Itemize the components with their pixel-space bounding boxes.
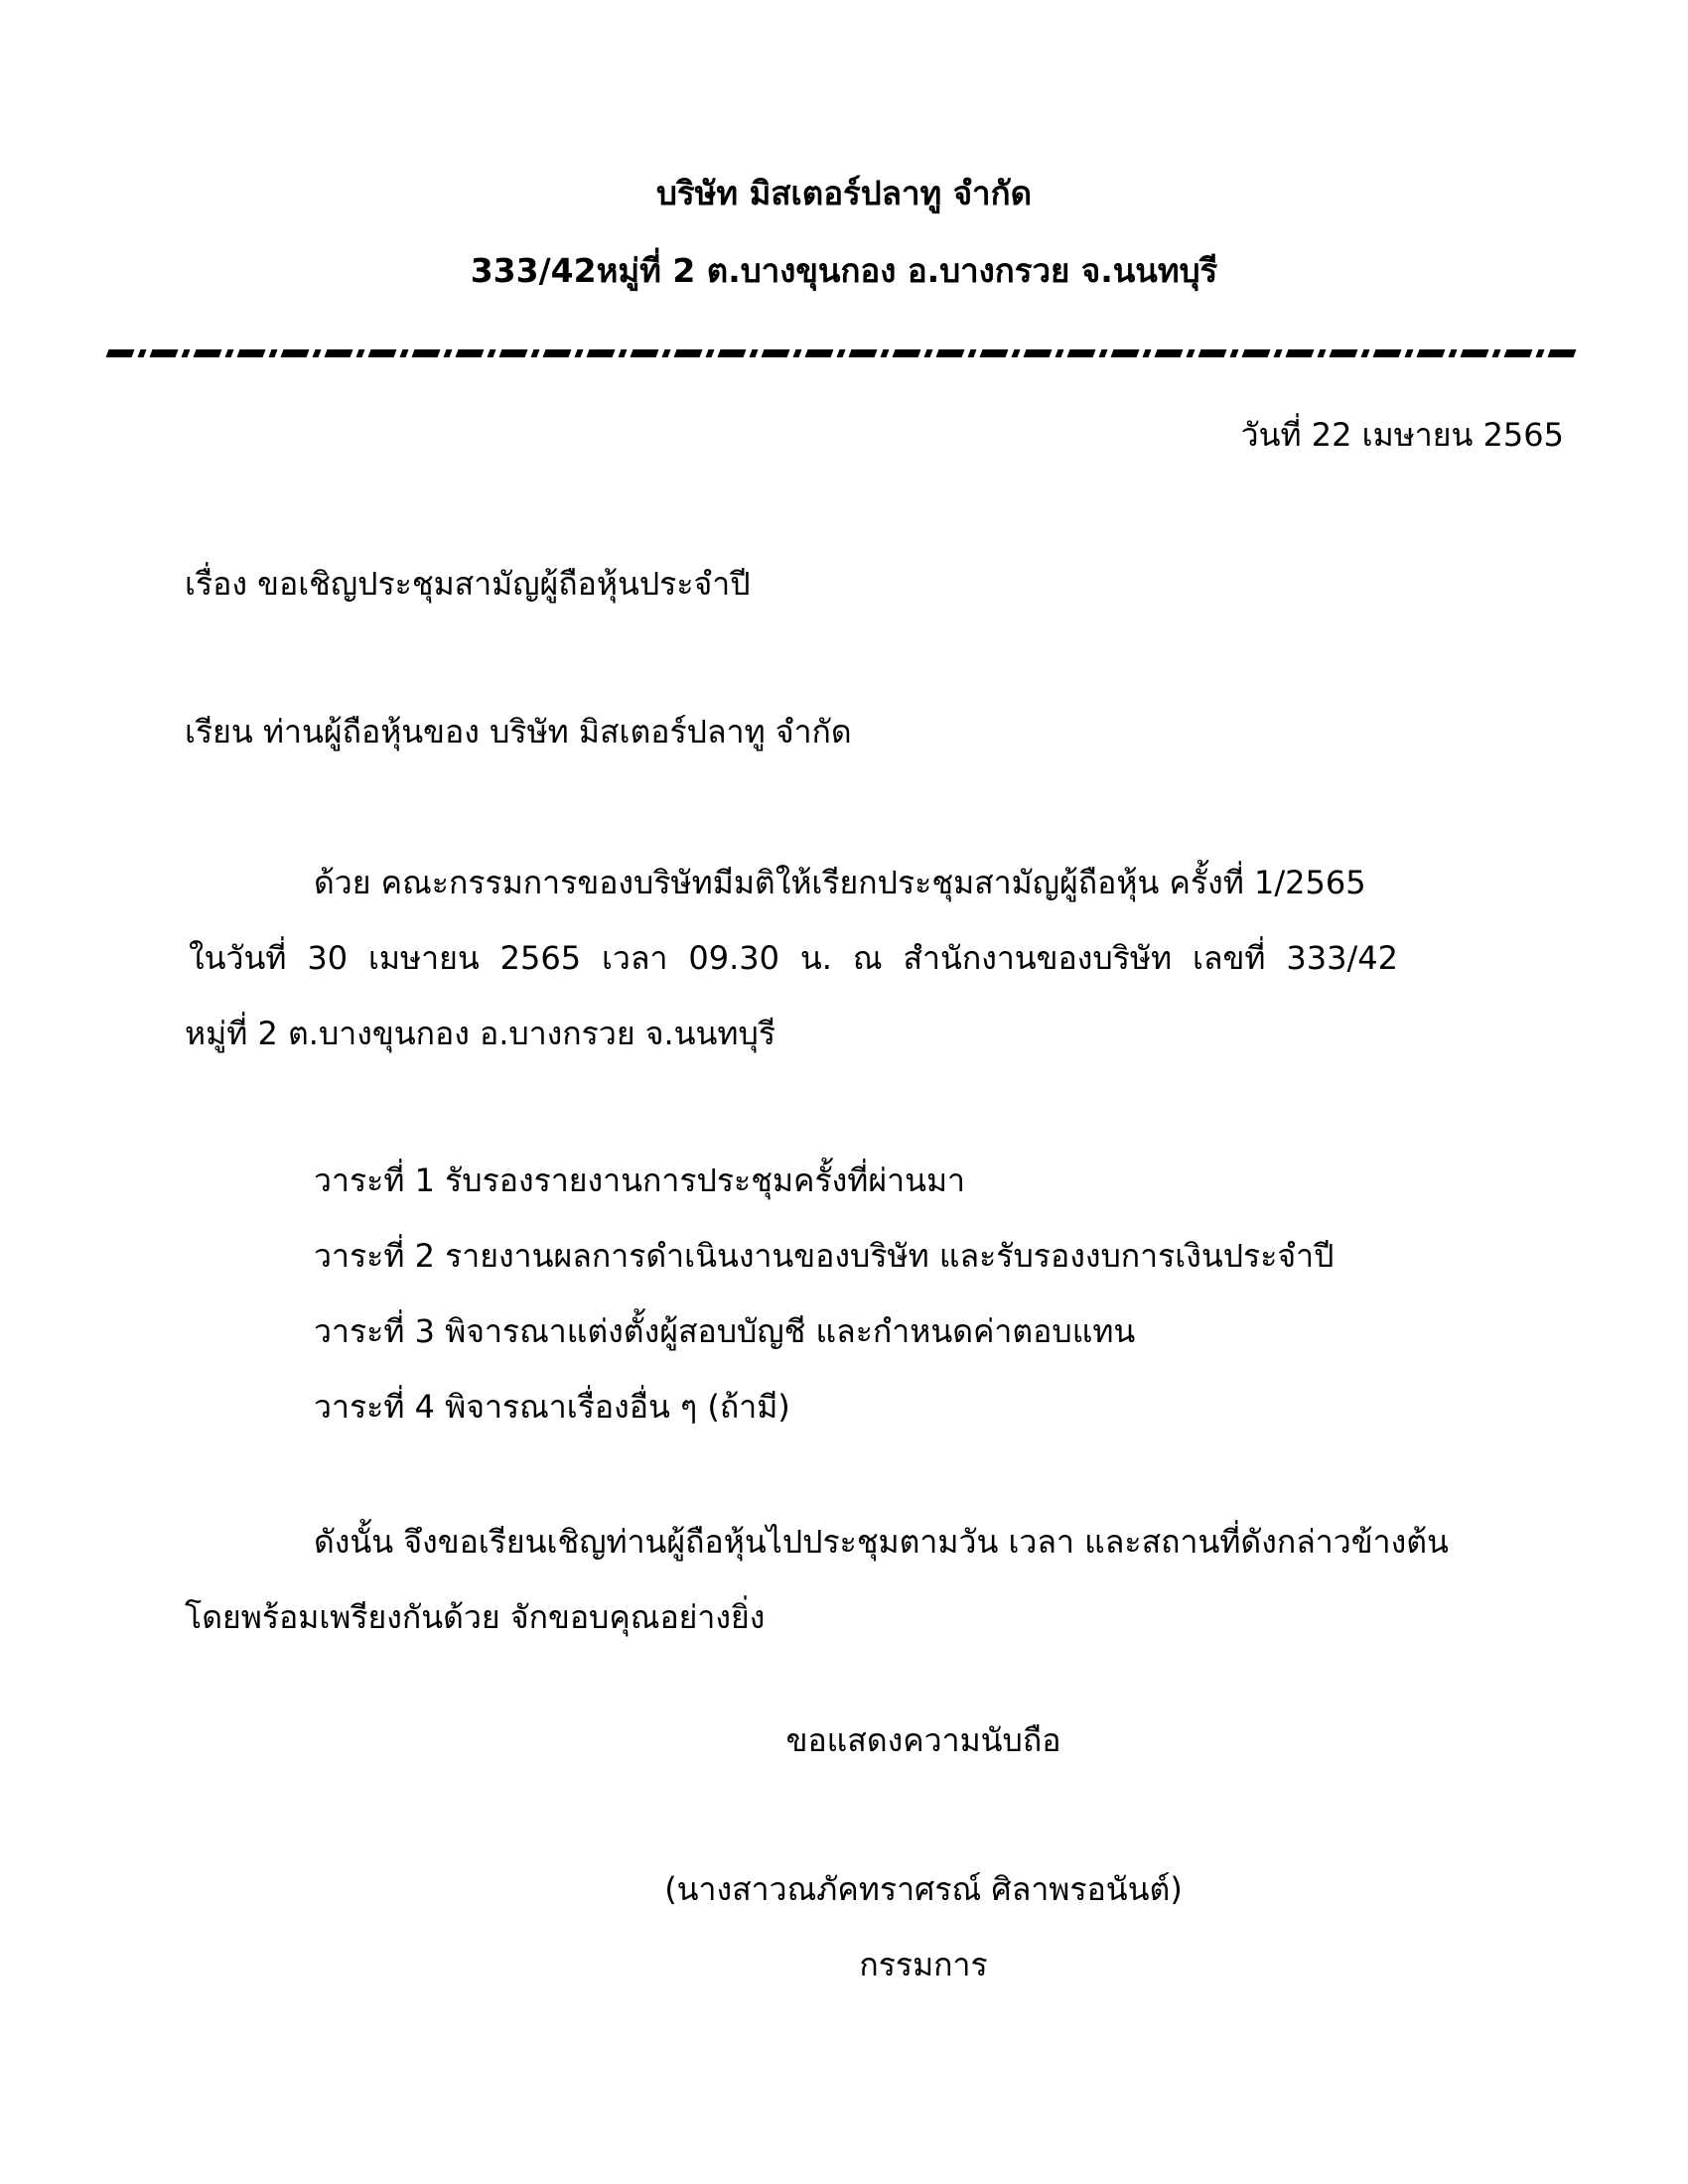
company-name: บริษัท มิสเตอร์ปลาทู จำกัด xyxy=(655,174,1033,212)
header-divider xyxy=(106,349,1581,357)
agenda-item: วาระที่ 2 รายงานผลการดำเนินงานของบริษัท และรับรองงบการเงินประจำปี xyxy=(314,1237,1335,1275)
closing-line-1: ดังนั้น จึงขอเรียนเชิญท่านผู้ถือหุ้นไปประชุมตามวัน เวลา และสถานที่ดังกล่าวข้างต้น xyxy=(314,1523,1449,1561)
closing-line-2: โดยพร้อมเพรียงกันด้วย จักขอบคุณอย่างยิ่ง xyxy=(185,1598,766,1636)
intro-line-2: ในวันที่ 30 เมษายน 2565 เวลา 09.30 น. ณ สำนักงานของบริษัท เลขที่ 333/42 xyxy=(189,939,1398,977)
letter-subject: เรื่อง ขอเชิญประชุมสามัญผู้ถือหุ้นประจำปี xyxy=(185,565,751,603)
signatory-title: กรรมการ xyxy=(859,1946,988,1983)
company-address: 333/42หมู่ที่ 2 ต.บางขุนกอง อ.บางกรวย จ.นนทบุรี xyxy=(470,251,1218,290)
signatory-name: (นางสาวณภัคทราศรณ์ ศิลาพรอนันต์) xyxy=(664,1870,1183,1908)
letter-date: วันที่ 22 เมษายน 2565 xyxy=(1240,416,1564,454)
letter-salutation: เรียน ท่านผู้ถือหุ้นของ บริษัท มิสเตอร์ปลาทู จำกัด xyxy=(185,713,852,751)
signoff: ขอแสดงความนับถือ xyxy=(785,1721,1061,1759)
agenda-item: วาระที่ 4 พิจารณาเรื่องอื่น ๆ (ถ้ามี) xyxy=(314,1388,790,1426)
intro-line-3: หมู่ที่ 2 ต.บางขุนกอง อ.บางกรวย จ.นนทบุรี xyxy=(185,1015,775,1052)
agenda-item: วาระที่ 1 รับรองรายงานการประชุมครั้งที่ผ่านมา xyxy=(314,1161,966,1199)
agenda-item: วาระที่ 3 พิจารณาแต่งตั้งผู้สอบบัญชี และกำหนดค่าตอบแทน xyxy=(314,1312,1136,1350)
intro-line-1: ด้วย คณะกรรมการของบริษัทมีมติให้เรียกประชุมสามัญผู้ถือหุ้น ครั้งที่ 1/2565 xyxy=(314,864,1366,901)
